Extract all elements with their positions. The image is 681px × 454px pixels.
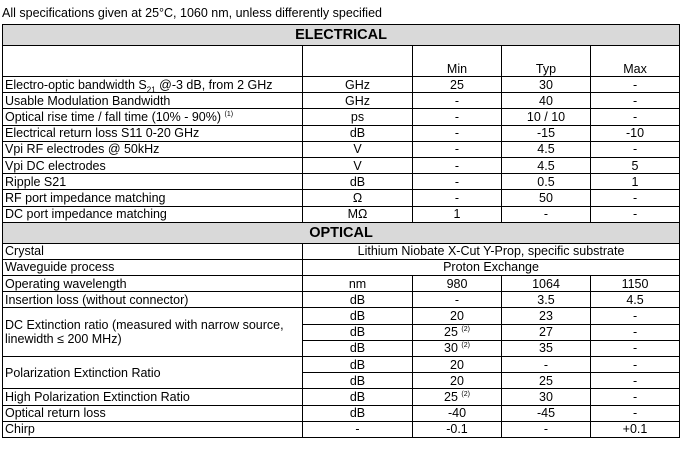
max-cell: - xyxy=(591,190,680,206)
unit-cell: dB xyxy=(303,174,413,190)
unit-cell: - xyxy=(303,421,413,437)
param-label: Optical return loss xyxy=(3,405,303,421)
electrical-section-header xyxy=(3,25,680,46)
max-cell: - xyxy=(591,308,680,324)
unit-cell: dB xyxy=(303,373,413,389)
typ-cell: -15 xyxy=(502,125,591,141)
param-label: Chirp xyxy=(3,421,303,437)
table-row xyxy=(3,389,680,405)
unit-cell: dB xyxy=(303,357,413,373)
table-row xyxy=(3,357,680,373)
table-row xyxy=(3,405,680,421)
typ-cell: 35 xyxy=(502,340,591,356)
min-cell: -40 xyxy=(413,405,502,421)
param-label: RF port impedance matching xyxy=(3,190,303,206)
table-row xyxy=(3,125,680,141)
param-label: Crystal xyxy=(3,243,303,259)
max-cell: 1150 xyxy=(591,276,680,292)
min-cell: -0.1 xyxy=(413,421,502,437)
max-cell: - xyxy=(591,405,680,421)
table-row xyxy=(3,157,680,173)
max-cell: - xyxy=(591,324,680,340)
optical-section-header xyxy=(3,222,680,243)
param-label: Polarization Extinction Ratio xyxy=(3,357,303,389)
unit-cell: ps xyxy=(303,109,413,125)
table-row xyxy=(3,206,680,222)
min-cell: 25 $^{(2)}$ xyxy=(413,324,502,340)
table-row xyxy=(3,174,680,190)
param-label: Vpi DC electrodes xyxy=(3,157,303,173)
column-header-row xyxy=(3,46,680,77)
param-label: DC Extinction ratio (measured with narrow source, linewidth ≤ 200 MHz) xyxy=(3,308,303,357)
param-label: Electrical return loss S11 0-20 GHz xyxy=(3,125,303,141)
table-row xyxy=(3,77,680,93)
min-cell: - xyxy=(413,141,502,157)
max-cell: - xyxy=(591,373,680,389)
max-cell: - xyxy=(591,389,680,405)
table-row xyxy=(3,276,680,292)
typ-cell: 4.5 xyxy=(502,157,591,173)
max-cell: - xyxy=(591,357,680,373)
table-row xyxy=(3,243,680,259)
param-label: High Polarization Extinction Ratio xyxy=(3,389,303,405)
min-cell: 20 xyxy=(413,308,502,324)
typ-cell: 3.5 xyxy=(502,292,591,308)
table-row xyxy=(3,259,680,275)
unit-cell: dB xyxy=(303,292,413,308)
min-cell: - xyxy=(413,93,502,109)
typ-cell: 27 xyxy=(502,324,591,340)
crystal-value: Lithium Niobate X-Cut Y-Prop, specific substrate xyxy=(303,243,680,259)
spec-conditions-note: All specifications given at 25°C, 1060 nm, unless differently specified xyxy=(2,6,382,20)
unit-cell: dB xyxy=(303,405,413,421)
spec-table xyxy=(2,24,680,438)
typ-cell: 30 xyxy=(502,77,591,93)
max-cell: - xyxy=(591,93,680,109)
typ-cell: 25 xyxy=(502,373,591,389)
max-cell: +0.1 xyxy=(591,421,680,437)
unit-cell: nm xyxy=(303,276,413,292)
table-row xyxy=(3,292,680,308)
max-cell: -10 xyxy=(591,125,680,141)
typ-cell: 4.5 xyxy=(502,141,591,157)
header-max: Max xyxy=(591,46,680,77)
param-label: Usable Modulation Bandwidth xyxy=(3,93,303,109)
max-cell: - xyxy=(591,77,680,93)
param-label: Operating wavelength xyxy=(3,276,303,292)
param-label: DC port impedance matching xyxy=(3,206,303,222)
typ-cell: 30 xyxy=(502,389,591,405)
min-cell: 25 xyxy=(413,77,502,93)
min-cell: 980 xyxy=(413,276,502,292)
unit-cell: Ω xyxy=(303,190,413,206)
param-label: Optical rise time / fall time (10% - 90%) $^{(1)}$ xyxy=(3,109,303,125)
typ-cell: 23 xyxy=(502,308,591,324)
typ-cell: 50 xyxy=(502,190,591,206)
max-cell: - xyxy=(591,206,680,222)
min-cell: - xyxy=(413,292,502,308)
typ-cell: 1064 xyxy=(502,276,591,292)
header-typ: Typ xyxy=(502,46,591,77)
table-row xyxy=(3,421,680,437)
header-min: Min xyxy=(413,46,502,77)
typ-cell: 10 / 10 xyxy=(502,109,591,125)
max-cell: - xyxy=(591,109,680,125)
max-cell: 1 xyxy=(591,174,680,190)
table-row xyxy=(3,141,680,157)
unit-cell: dB xyxy=(303,324,413,340)
min-cell: 30 $^{(2)}$ xyxy=(413,340,502,356)
typ-cell: - xyxy=(502,357,591,373)
min-cell: 20 xyxy=(413,357,502,373)
unit-cell: V xyxy=(303,157,413,173)
min-cell: 20 xyxy=(413,373,502,389)
table-row xyxy=(3,190,680,206)
typ-cell: 40 xyxy=(502,93,591,109)
unit-cell: dB xyxy=(303,308,413,324)
unit-cell: dB xyxy=(303,125,413,141)
typ-cell: - xyxy=(502,421,591,437)
typ-cell: 0.5 xyxy=(502,174,591,190)
max-cell: - xyxy=(591,141,680,157)
typ-cell: -45 xyxy=(502,405,591,421)
table-row xyxy=(3,93,680,109)
unit-cell: GHz xyxy=(303,77,413,93)
electrical-title: ELECTRICAL xyxy=(3,25,680,46)
param-label: Insertion loss (without connector) xyxy=(3,292,303,308)
min-cell: 1 xyxy=(413,206,502,222)
unit-cell: V xyxy=(303,141,413,157)
min-cell: - xyxy=(413,109,502,125)
typ-cell: - xyxy=(502,206,591,222)
min-cell: - xyxy=(413,190,502,206)
table-row xyxy=(3,308,680,324)
max-cell: 5 xyxy=(591,157,680,173)
min-cell: 25 $^{(2)}$ xyxy=(413,389,502,405)
max-cell: 4.5 xyxy=(591,292,680,308)
min-cell: - xyxy=(413,174,502,190)
optical-title: OPTICAL xyxy=(3,222,680,243)
max-cell: - xyxy=(591,340,680,356)
param-label: Waveguide process xyxy=(3,259,303,275)
unit-cell: MΩ xyxy=(303,206,413,222)
unit-cell: dB xyxy=(303,340,413,356)
table-row xyxy=(3,109,680,125)
min-cell: - xyxy=(413,157,502,173)
waveguide-value: Proton Exchange xyxy=(303,259,680,275)
min-cell: - xyxy=(413,125,502,141)
param-label: Ripple S21 xyxy=(3,174,303,190)
param-label: Electro-optic bandwidth $S_{21}$ @-3 dB, from 2 GHz xyxy=(3,77,303,93)
unit-cell: GHz xyxy=(303,93,413,109)
param-label: Vpi RF electrodes @ 50kHz xyxy=(3,141,303,157)
unit-cell: dB xyxy=(303,389,413,405)
